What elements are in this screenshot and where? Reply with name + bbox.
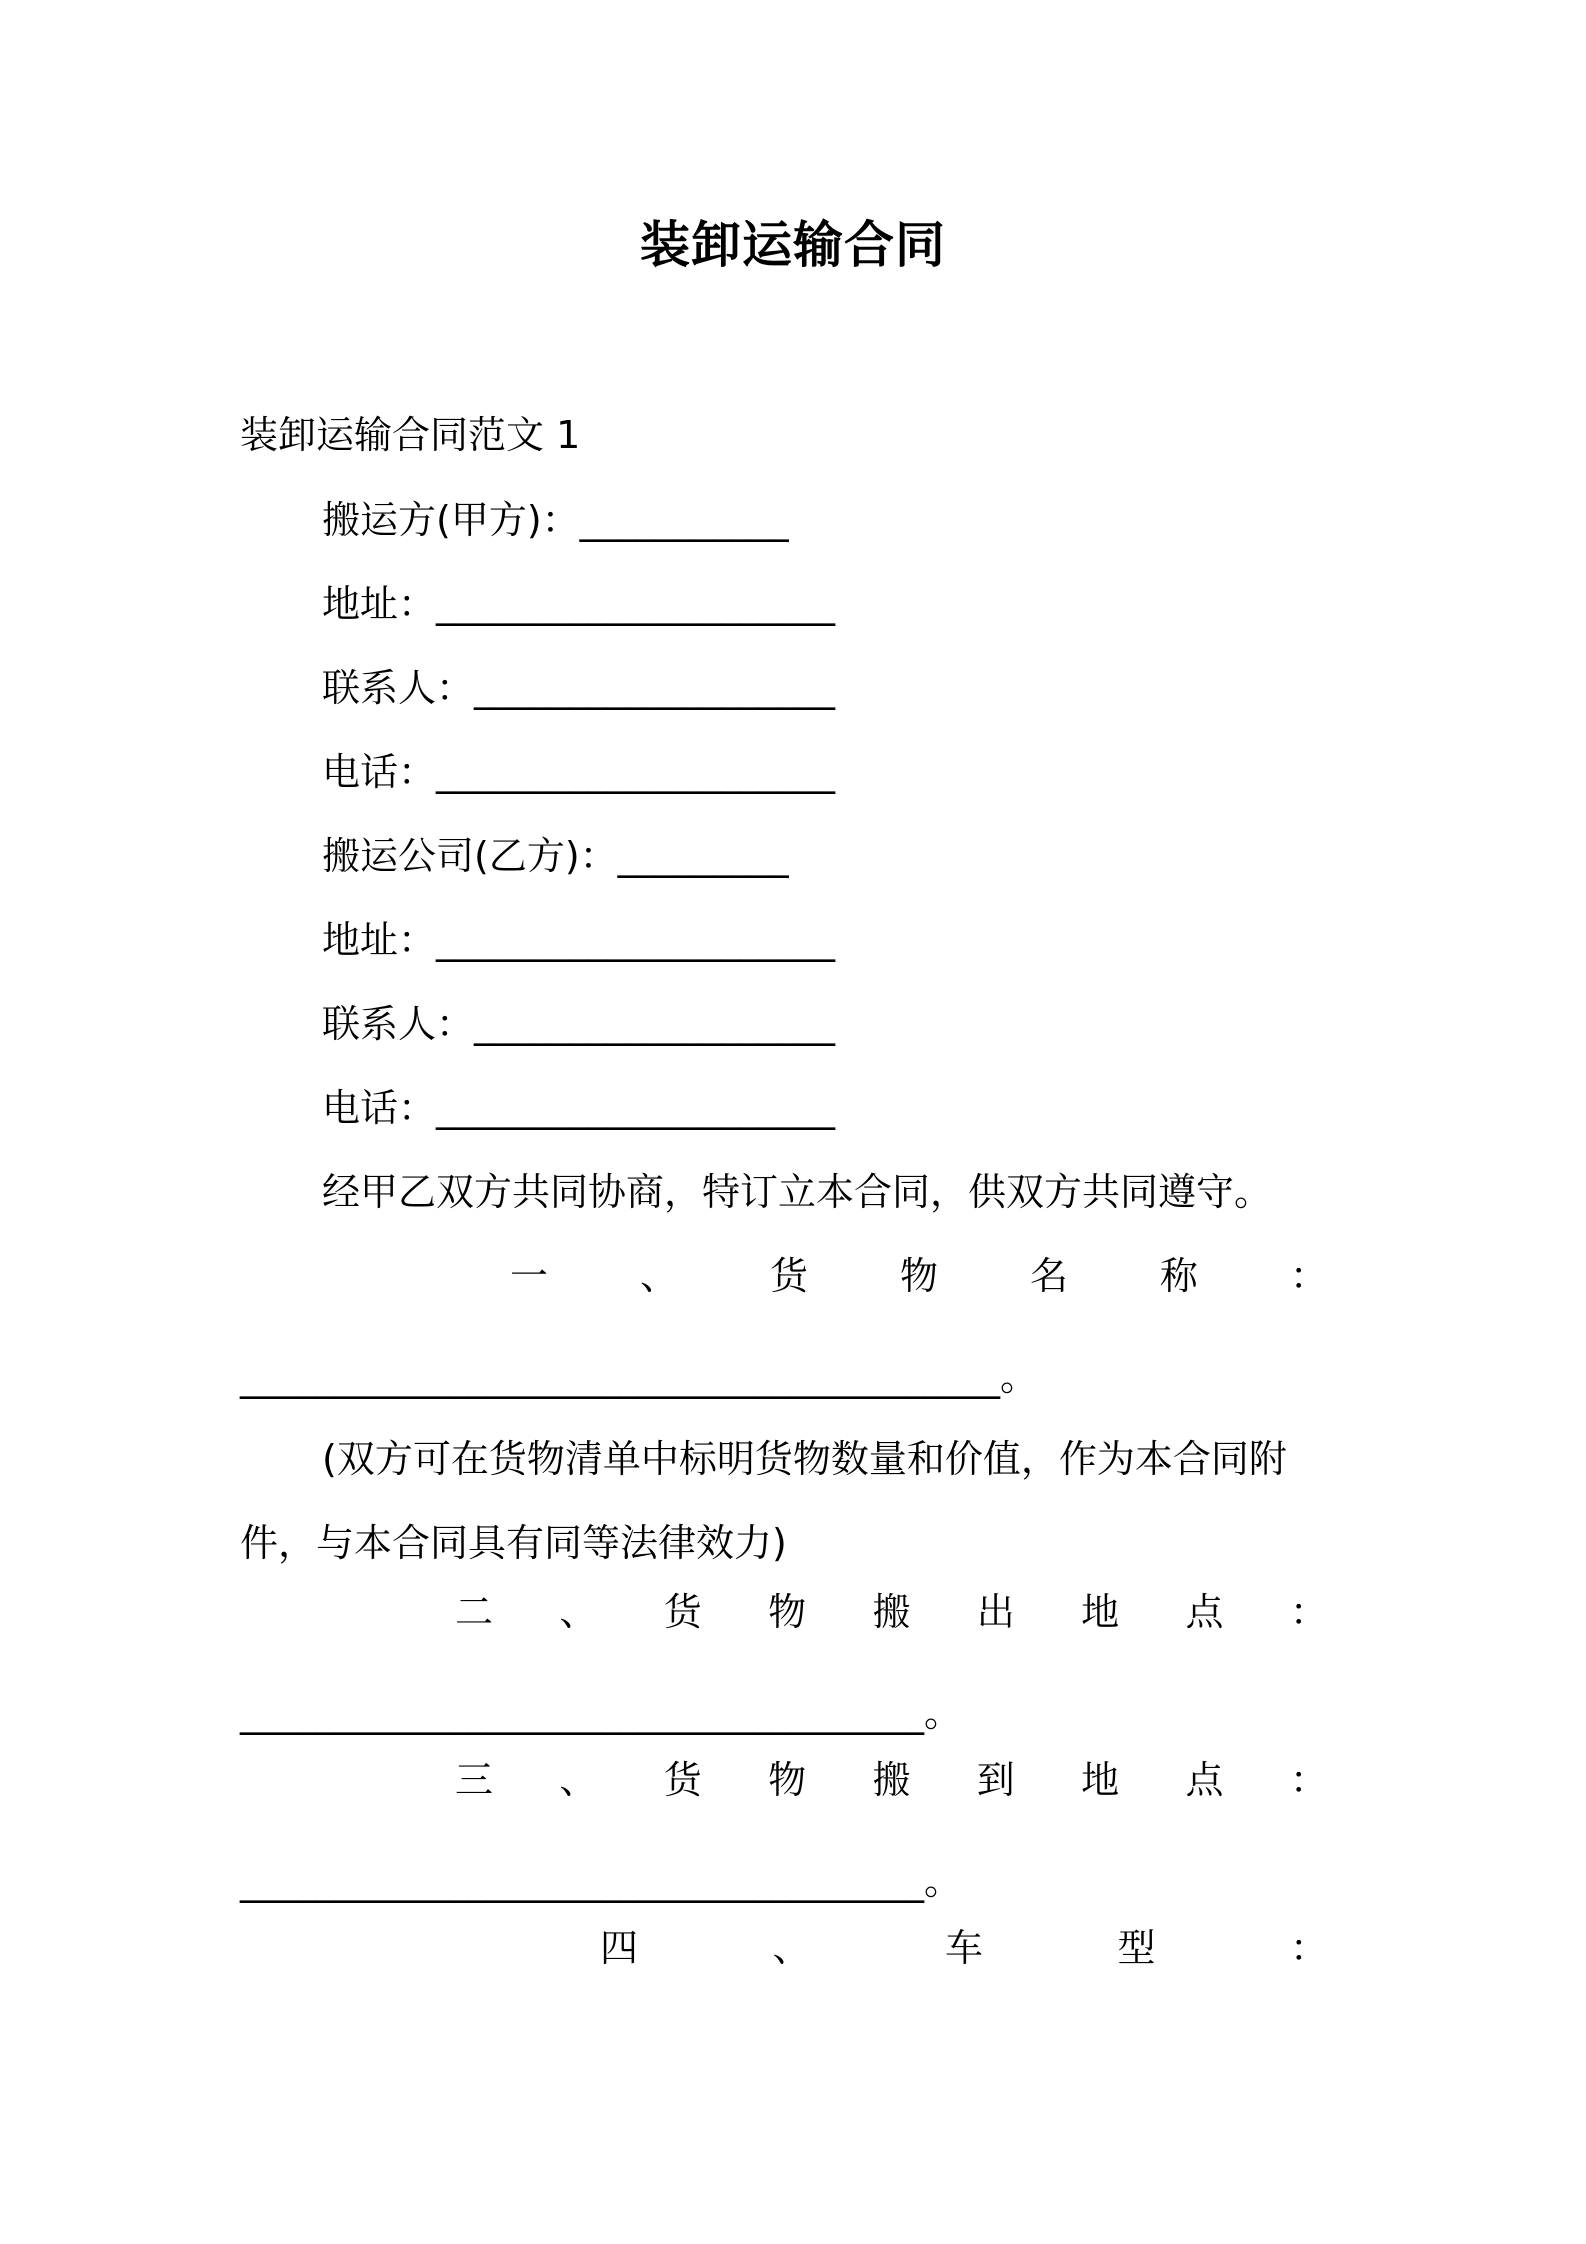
clause-3-char: 地 bbox=[1081, 1758, 1120, 1802]
note-paragraph: (双方可在货物清单中标明货物数量和价值，作为本合同附件，与本合同具有同等法律效力) bbox=[240, 1437, 1287, 1565]
clause-1-blank: ________________________________________。 bbox=[240, 1355, 1039, 1399]
clause-2-blank: ____________________________________。 bbox=[240, 1691, 963, 1735]
clause-1-char: 称 bbox=[1159, 1254, 1198, 1298]
agreement-line: 经甲乙双方共同协商，特订立本合同，供双方共同遵守。 bbox=[322, 1170, 1273, 1214]
clause-4-char: ： bbox=[1289, 1926, 1328, 1970]
clause-2-char: 出 bbox=[976, 1590, 1015, 1634]
clause-2-char: 物 bbox=[768, 1590, 807, 1634]
clause-2-char: ： bbox=[1289, 1590, 1328, 1634]
document-subtitle: 装卸运输合同范文 1 bbox=[240, 413, 581, 457]
clause-3-char: 到 bbox=[976, 1758, 1015, 1802]
party-a-phone-line: 电话：_____________________ bbox=[322, 750, 836, 794]
clause-3-heading bbox=[455, 1755, 1328, 1805]
clause-4-heading bbox=[600, 1923, 1328, 1973]
clause-3-char: 三 bbox=[455, 1758, 494, 1802]
clause-1-char: 一 bbox=[510, 1254, 549, 1298]
clause-1-char: 货 bbox=[769, 1254, 808, 1298]
clause-1-char: 名 bbox=[1029, 1254, 1068, 1298]
clause-4-char: 四 bbox=[600, 1926, 639, 1970]
clause-2-char: 、 bbox=[559, 1590, 598, 1634]
party-a-address-line: 地址：_____________________ bbox=[322, 582, 836, 626]
document-title: 装卸运输合同 bbox=[640, 216, 946, 274]
clause-3-char: ： bbox=[1289, 1758, 1328, 1802]
clause-3-char: 点 bbox=[1185, 1758, 1224, 1802]
clause-1-char: ： bbox=[1289, 1254, 1328, 1298]
clause-4-char: 车 bbox=[944, 1926, 983, 1970]
clause-4-char: 型 bbox=[1117, 1926, 1156, 1970]
clause-2-char: 货 bbox=[663, 1590, 702, 1634]
clause-3-char: 搬 bbox=[872, 1758, 911, 1802]
party-a-contact-line: 联系人：___________________ bbox=[322, 666, 836, 710]
clause-1-heading bbox=[510, 1251, 1328, 1301]
clause-1-char: 、 bbox=[639, 1254, 678, 1298]
party-b-address-line: 地址：_____________________ bbox=[322, 918, 836, 962]
party-b-name-line: 搬运公司(乙方)：_________ bbox=[322, 834, 789, 878]
party-b-contact-line: 联系人：___________________ bbox=[322, 1002, 836, 1046]
clause-1-char: 物 bbox=[899, 1254, 938, 1298]
clause-3-blank: ____________________________________。 bbox=[240, 1859, 963, 1903]
clause-3-char: 物 bbox=[768, 1758, 807, 1802]
clause-3-char: 货 bbox=[663, 1758, 702, 1802]
clause-2-char: 点 bbox=[1185, 1590, 1224, 1634]
party-b-phone-line: 电话：_____________________ bbox=[322, 1086, 836, 1130]
clause-2-char: 地 bbox=[1081, 1590, 1120, 1634]
clause-4-char: 、 bbox=[772, 1926, 811, 1970]
clause-2-char: 搬 bbox=[872, 1590, 911, 1634]
clause-2-heading bbox=[455, 1587, 1328, 1637]
clause-2-char: 二 bbox=[455, 1590, 494, 1634]
party-a-name-line: 搬运方(甲方)：___________ bbox=[322, 498, 789, 542]
clause-3-char: 、 bbox=[559, 1758, 598, 1802]
